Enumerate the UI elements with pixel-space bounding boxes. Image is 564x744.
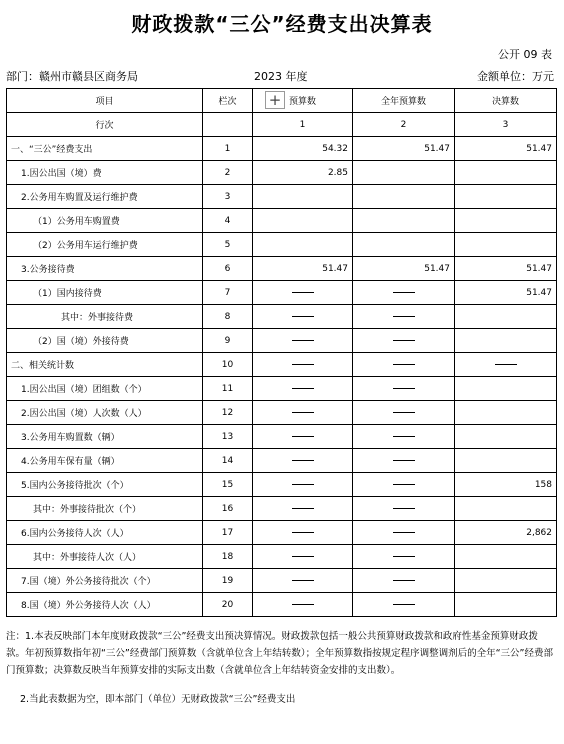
dash-placeholder [353,401,455,425]
dash-placeholder [253,521,353,545]
table-row [7,449,557,473]
meta-row [6,68,554,84]
row-line-number: 11 [203,377,253,401]
header-col3: 决算数 [455,89,557,113]
row-line-number: 7 [203,281,253,305]
dash-mark [495,364,517,365]
plus-icon[interactable]: + [265,91,285,109]
row-item-name: 二、相关统计数 [7,353,203,377]
row-value-col3 [455,425,557,449]
row-line-number: 8 [203,305,253,329]
row-value-col3 [455,233,557,257]
dash-placeholder [353,497,455,521]
row-item-name: 4.公务用车保有量（辆） [7,449,203,473]
dash-mark [292,580,314,581]
dash-placeholder [253,329,353,353]
row-line-number: 16 [203,497,253,521]
row-value-col1: 2.85 [253,161,353,185]
dash-mark [393,556,415,557]
row-line-number: 18 [203,545,253,569]
dash-mark [393,316,415,317]
row-item-name: 其中：外事接待人次（人） [7,545,203,569]
row-item-name: 1.因公出国（境）费 [7,161,203,185]
header-col1-cell [253,89,353,113]
dash-mark [292,460,314,461]
row-item-name: 6.国内公务接待人次（人） [7,521,203,545]
dash-mark [292,532,314,533]
row-item-name: 1.因公出国（境）团组数（个） [7,377,203,401]
dash-mark [393,388,415,389]
subheader-col2: 2 [353,113,455,137]
row-value-col2: 51.47 [353,137,455,161]
dash-placeholder [353,593,455,617]
row-line-number: 3 [203,185,253,209]
fiscal-year: 2023 年度 [254,70,308,83]
row-value-col3 [455,449,557,473]
dash-placeholder [353,377,455,401]
expenditure-table [6,88,557,617]
table-row [7,545,557,569]
dash-mark [393,508,415,509]
row-value-col1 [253,233,353,257]
row-item-name: 7.国（境）外公务接待批次（个） [7,569,203,593]
row-value-col3: 2,862 [455,521,557,545]
row-value-col3 [455,401,557,425]
header-line: 栏次 [203,89,253,113]
row-item-name: 一、“三公”经费支出 [7,137,203,161]
row-line-number: 14 [203,449,253,473]
table-row [7,353,557,377]
row-value-col3 [455,497,557,521]
table-row [7,281,557,305]
row-value-col3 [455,593,557,617]
row-line-number: 17 [203,521,253,545]
row-value-col2 [353,233,455,257]
row-item-name: （2）公务用车运行维护费 [7,233,203,257]
header-col2: 全年预算数 [353,89,455,113]
row-item-name: 8.国（境）外公务接待人次（人） [7,593,203,617]
row-item-name: 2.公务用车购置及运行维护费 [7,185,203,209]
row-item-name: 3.公务用车购置数（辆） [7,425,203,449]
dash-placeholder [353,425,455,449]
table-row [7,593,557,617]
table-row [7,137,557,161]
row-line-number: 10 [203,353,253,377]
dash-mark [393,292,415,293]
dash-placeholder [353,305,455,329]
row-value-col3: 158 [455,473,557,497]
row-value-col3 [455,545,557,569]
row-line-number: 12 [203,401,253,425]
table-row [7,233,557,257]
row-line-number: 1 [203,137,253,161]
dash-placeholder [353,473,455,497]
row-value-col3 [455,569,557,593]
dash-placeholder [253,305,353,329]
dash-placeholder [253,593,353,617]
dash-mark [393,436,415,437]
dash-mark [292,316,314,317]
row-line-number: 2 [203,161,253,185]
row-line-number: 15 [203,473,253,497]
row-line-number: 6 [203,257,253,281]
row-value-col1 [253,209,353,233]
row-value-col3: 51.47 [455,137,557,161]
row-item-name: 2.因公出国（境）人次数（人） [7,401,203,425]
dash-placeholder [253,401,353,425]
dash-mark [292,412,314,413]
note-2: 2.当此表数据为空，即本部门（单位）无财政拨款“三公”经费支出 [20,694,296,705]
row-item-name: 其中：外事接待费 [7,305,203,329]
row-value-col3 [455,161,557,185]
dash-placeholder [353,569,455,593]
dash-mark [292,604,314,605]
dash-placeholder [353,521,455,545]
dash-placeholder [253,449,353,473]
row-value-col3 [455,305,557,329]
row-value-col2 [353,209,455,233]
dash-mark [393,460,415,461]
table-row [7,425,557,449]
row-line-number: 20 [203,593,253,617]
row-item-name: （1）国内接待费 [7,281,203,305]
footnotes [6,628,554,708]
row-value-col1 [253,185,353,209]
dash-placeholder [253,569,353,593]
row-item-name: 3.公务接待费 [7,257,203,281]
table-row [7,377,557,401]
row-value-col1: 51.47 [253,257,353,281]
row-value-col3 [455,185,557,209]
row-value-col2 [353,161,455,185]
table-row [7,185,557,209]
dash-placeholder [353,329,455,353]
department-label: 部门：赣州市赣县区商务局 [6,70,138,83]
table-row [7,209,557,233]
dash-mark [393,412,415,413]
row-line-number: 19 [203,569,253,593]
row-value-col3 [455,329,557,353]
dash-placeholder [455,353,557,377]
form-number: 公开 09 表 [498,48,552,61]
table-row [7,305,557,329]
table-row [7,569,557,593]
row-line-number: 13 [203,425,253,449]
dash-mark [292,436,314,437]
row-line-number: 5 [203,233,253,257]
row-item-name: 其中：外事接待批次（个） [7,497,203,521]
dash-mark [292,484,314,485]
row-value-col3 [455,377,557,401]
dash-mark [393,484,415,485]
dash-placeholder [253,353,353,377]
row-value-col2 [353,185,455,209]
dash-mark [393,580,415,581]
dash-placeholder [253,473,353,497]
dash-mark [292,388,314,389]
row-line-number: 4 [203,209,253,233]
table-row [7,473,557,497]
row-value-col3: 51.47 [455,257,557,281]
dash-mark [292,508,314,509]
row-value-col2: 51.47 [353,257,455,281]
dash-placeholder [253,545,353,569]
row-item-name: 5.国内公务接待批次（个） [7,473,203,497]
dash-mark [393,604,415,605]
table-row [7,401,557,425]
dash-mark [393,532,415,533]
dash-mark [292,292,314,293]
note-1: 注：1.本表反映部门本年度财政拨款“三公”经费支出预决算情况。财政拨款包括一般公共预算财政拨款和政府性基金预算财政拨款。年初预算数指年初“三公”经费部门预算数（含就单位含上年结转数）；全年预算数指按规定程序调整调剂后的全年“三公”经费部门预算数；决算数反映当年预算安排的实际支出数（含就单位含上年结转资金安排的支出数）。 [6,631,553,676]
table-row [7,521,557,545]
subheader-line [203,113,253,137]
dash-mark [292,556,314,557]
subheader-col1: 1 [253,113,353,137]
table-row [7,161,557,185]
row-line-number: 9 [203,329,253,353]
header-row [7,89,557,113]
row-item-name: （1）公务用车购置费 [7,209,203,233]
dash-placeholder [353,449,455,473]
dash-mark [393,364,415,365]
page-title: 财政拨款“三公”经费支出决算表 [131,12,433,36]
dash-placeholder [253,281,353,305]
header-col1: 预算数 [288,97,316,107]
dash-placeholder [353,281,455,305]
table-row [7,329,557,353]
dash-placeholder [253,425,353,449]
row-value-col3 [455,209,557,233]
subheader-item: 行次 [7,113,203,137]
subheader-row [7,113,557,137]
row-value-col3: 51.47 [455,281,557,305]
row-item-name: （2）国（境）外接待费 [7,329,203,353]
dash-placeholder [353,353,455,377]
table-row [7,257,557,281]
dash-placeholder [353,545,455,569]
amount-unit: 金额单位：万元 [477,70,554,83]
table-row [7,497,557,521]
dash-mark [393,340,415,341]
subheader-col3: 3 [455,113,557,137]
header-item: 项目 [7,89,203,113]
dash-mark [292,364,314,365]
dash-placeholder [253,497,353,521]
dash-mark [292,340,314,341]
dash-placeholder [253,377,353,401]
row-value-col1: 54.32 [253,137,353,161]
